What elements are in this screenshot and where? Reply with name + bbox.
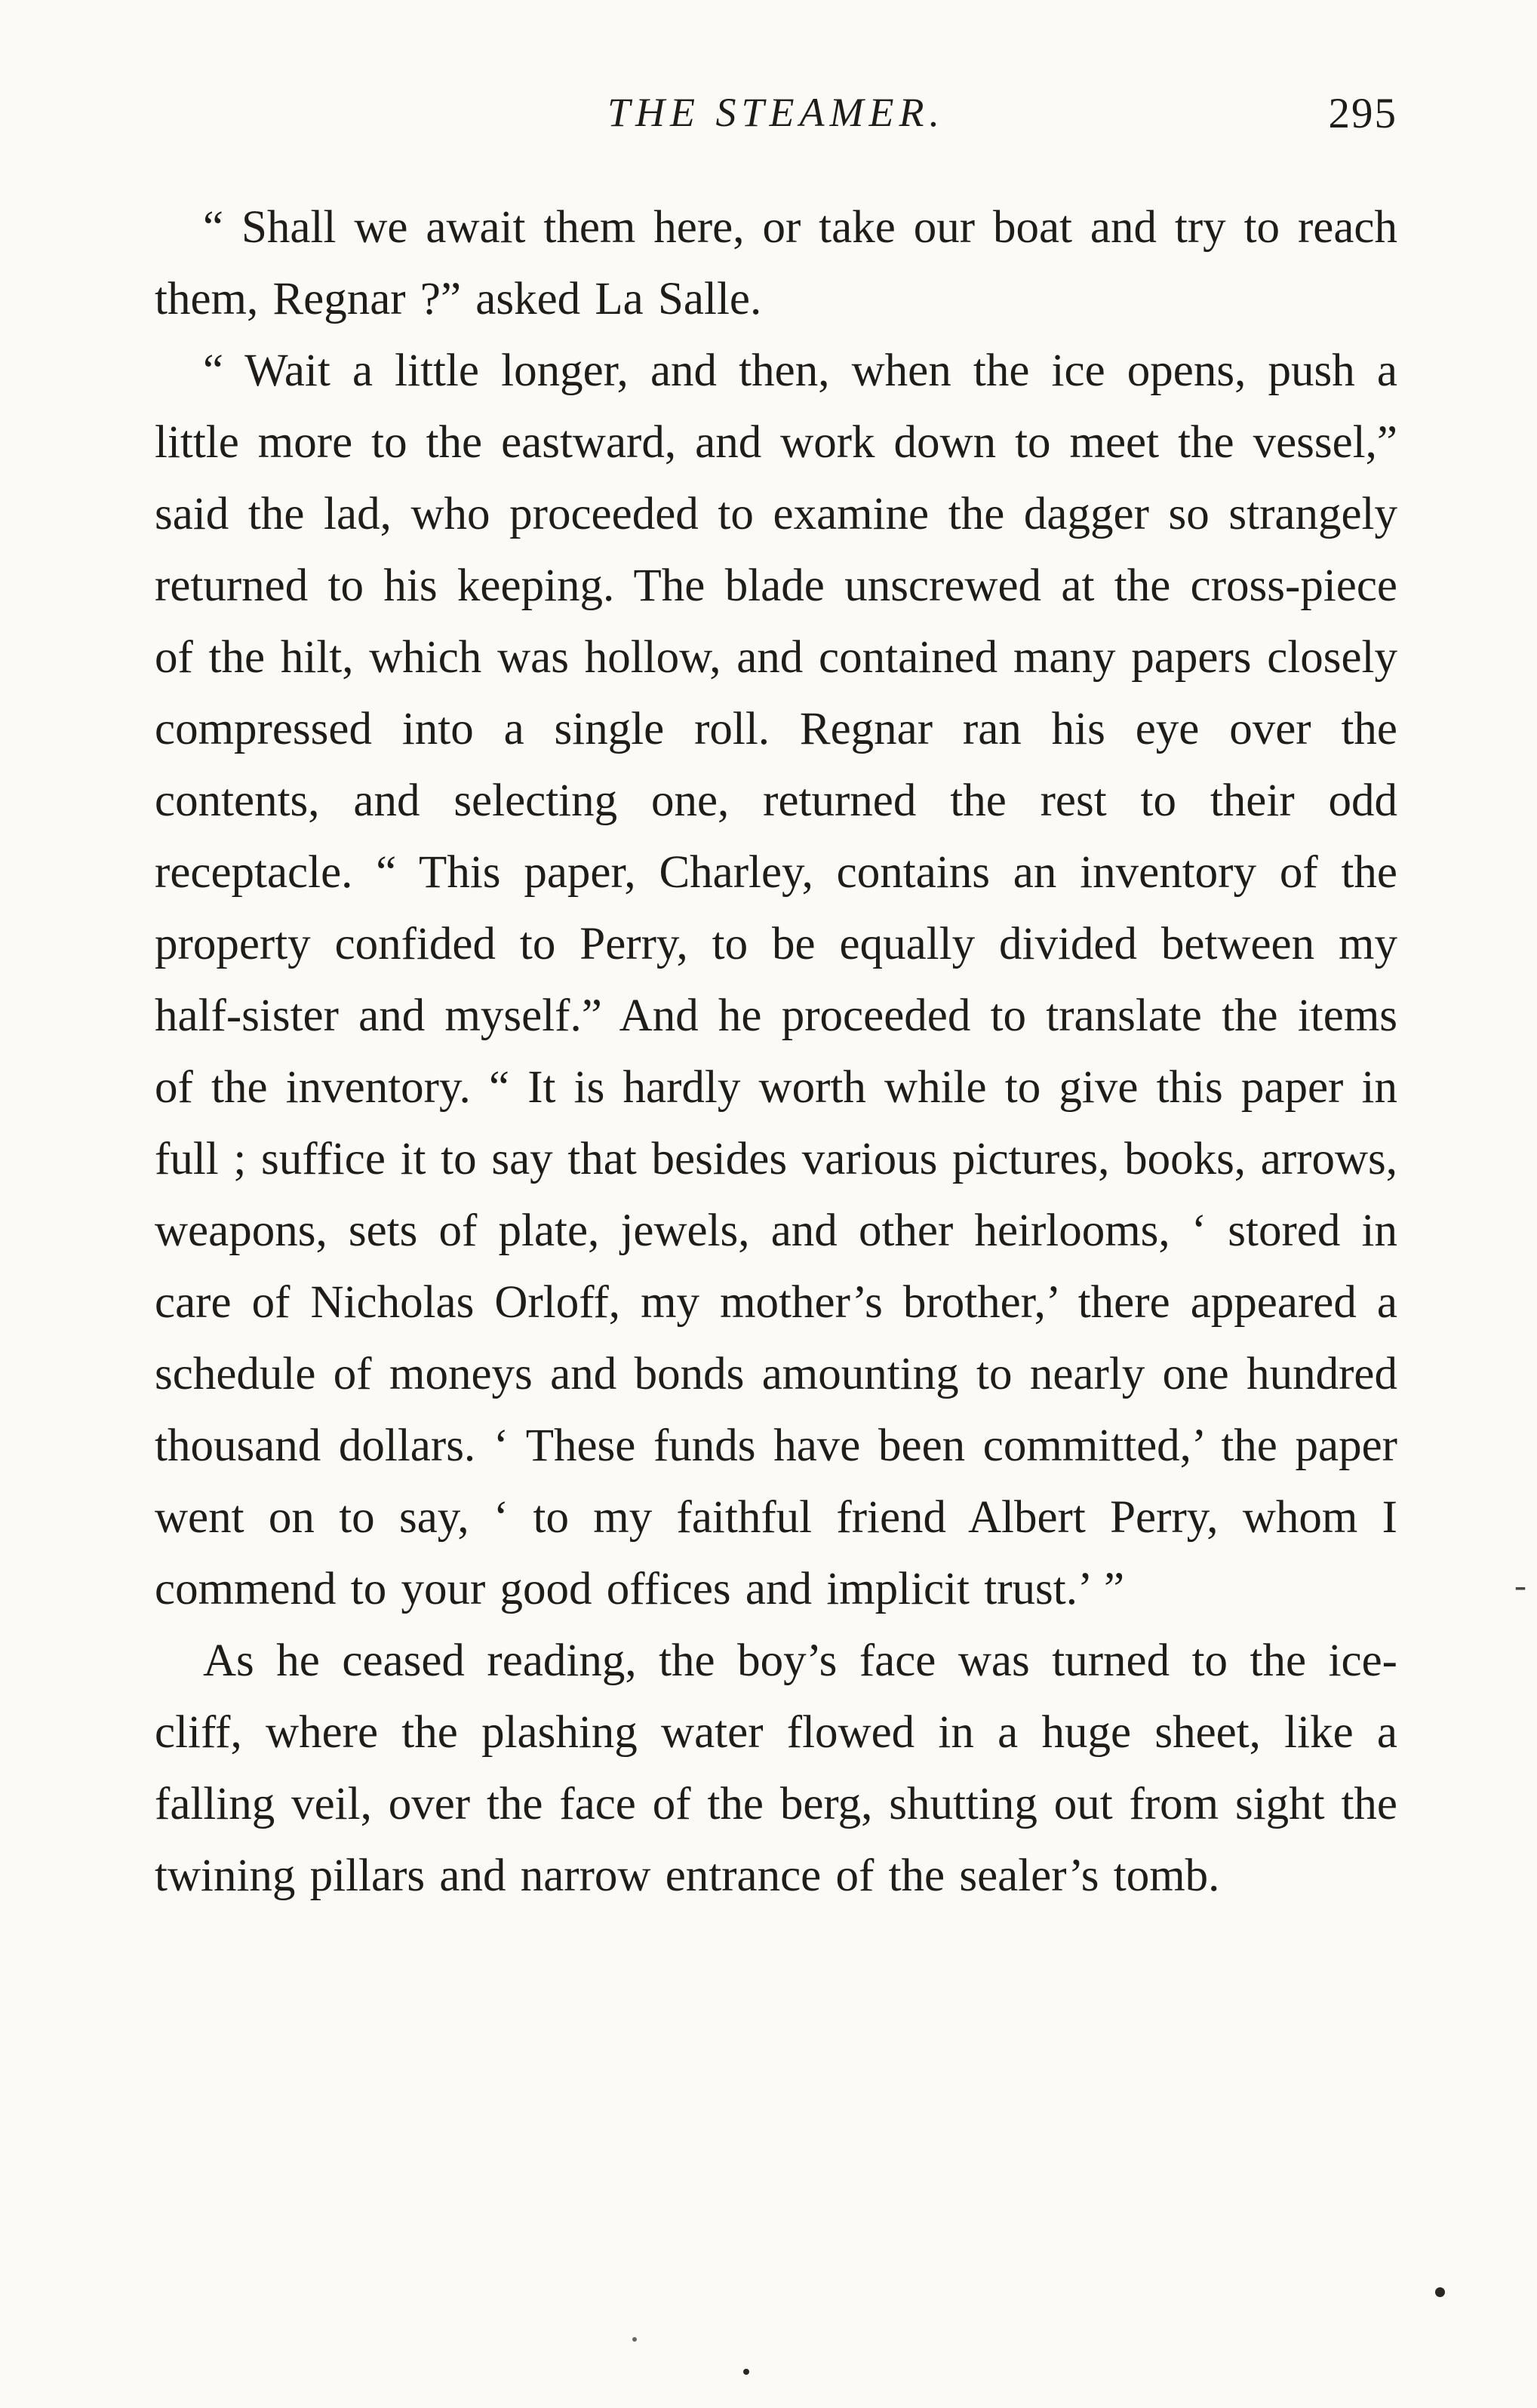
page-body: [155, 192, 1397, 1912]
page-number: 295: [1328, 90, 1397, 137]
ink-speck: [632, 2337, 637, 2342]
page-header: [155, 89, 1397, 152]
ink-speck: [1435, 2287, 1445, 2297]
paragraph-3: As he ceased reading, the boy’s face was turned to the ice-cliff, where the plashing water flowed in a huge sheet, like a falling veil, over the face of the berg, shutting out from sight the twining pillars and narrow entrance of the sealer’s tomb.: [155, 1636, 1397, 1901]
ink-speck: [743, 2369, 749, 2375]
running-title: THE STEAMER.: [607, 90, 945, 135]
margin-mark: -: [1514, 1565, 1526, 1605]
paragraph-2: “ Wait a little longer, and then, when the ice opens, push a little more to the eastward, and work down to meet the vessel,” said the lad, who proceeded to examine the dagger so strangely returned to his keeping. The blade unscrewed at the cross-piece of the hilt, which was hollow, and contained many papers closely compressed into a single roll. Regnar ran his eye over the contents, and selecting one, returned the rest to their odd receptacle. “ This paper, Charley, contains an inventory of the property confided to Perry, to be equally divided between my half-sister and myself.” And he proceeded to translate the items of the inventory. “ It is hardly worth while to give this paper in full ; suffice it to say that besides various pictures, books, arrows, weapons, sets of plate, jewels, and other heirlooms, ‘ stored in care of Nicholas Orloff, my mother’s brother,’ there appeared a schedule of moneys and bonds amounting to nearly one hundred thousand dollars. ‘ These funds have been committed,’ the paper went on to say, ‘ to my faithful friend Albert Perry, whom I commend to your good offices and implicit trust.’ ”: [155, 346, 1397, 1614]
paragraph-1: “ Shall we await them here, or take our boat and try to reach them, Regnar ?” asked La Salle.: [155, 202, 1397, 324]
